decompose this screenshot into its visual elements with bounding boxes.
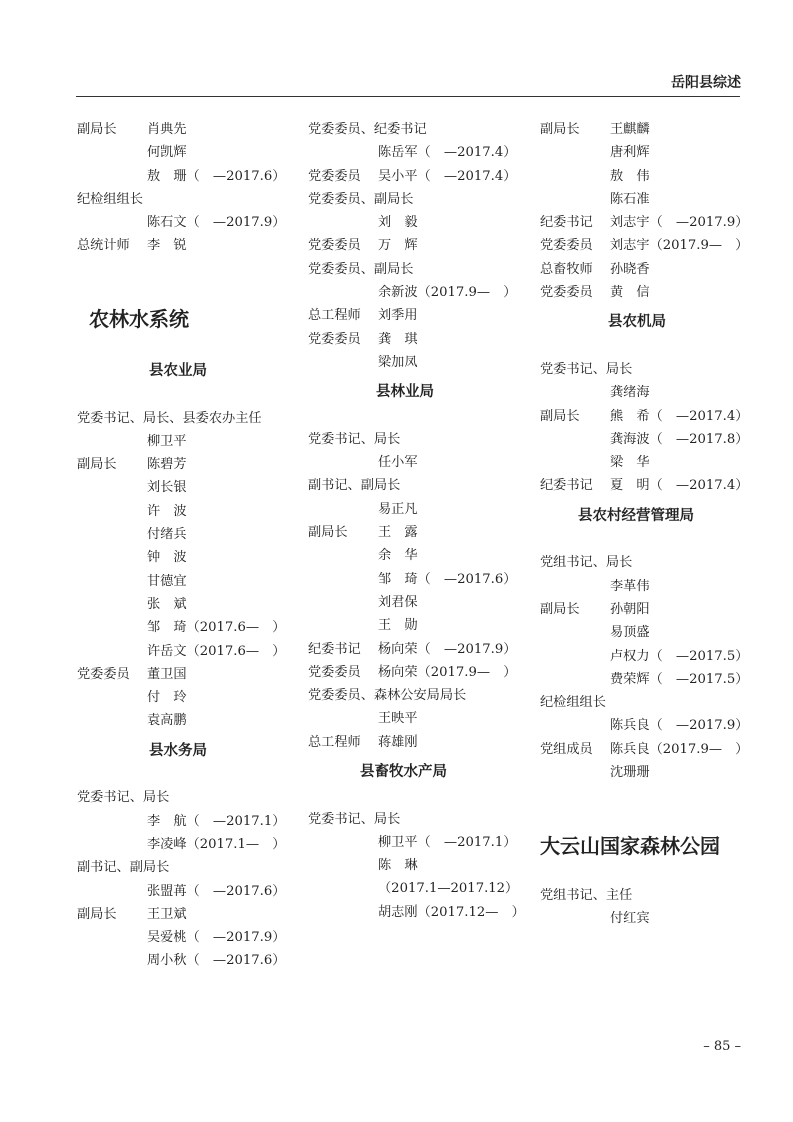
person-name: 杨向荣（2017.9— ） [378,664,517,680]
person-name: 孙朝阳 [610,601,650,617]
directory-row [308,211,523,234]
person-name: 甘德宜 [147,573,187,589]
directory-row [77,141,287,164]
position-title: 党委委员、副局长 [308,191,414,207]
person-name: 王 勋 [378,618,418,634]
position-title: 党委委员、森林公安局局长 [308,688,467,704]
position-title: 党委书记、局长 [308,811,401,827]
spacer [540,335,755,358]
directory-row [308,351,523,374]
directory-row [77,211,287,234]
position-title: 总统计师 [77,238,130,254]
directory-row [77,570,287,593]
position-title: 副书记、副局长 [77,860,170,876]
directory-row [77,903,287,926]
person-name: 卢权力（ —2017.5） [610,648,749,664]
spacer [77,763,287,786]
spacer [540,528,755,551]
directory-row [77,165,287,188]
person-name: 陈碧芳 [147,457,187,473]
position-title: 副局长 [77,457,117,473]
directory-row [540,428,755,451]
directory-row [77,593,287,616]
running-header: 岳阳县综述 [671,75,741,91]
directory-row [540,714,755,737]
bureau-heading: 县农业局 [149,363,207,379]
person-name: 易正凡 [378,501,418,517]
position-title: 纪检组组长 [540,695,606,711]
system-heading: 大云山国家森林公园 [540,833,720,858]
directory-row [308,854,523,877]
person-name: 李 航（ —2017.1） [147,813,286,829]
directory-row [540,451,755,474]
directory-row [77,949,287,972]
directory-row [308,808,523,831]
position-title: 党委委员 [308,238,361,254]
directory-row [77,856,287,879]
system-heading: 农林水系统 [89,307,189,332]
directory-row [540,258,755,281]
directory-row [308,544,523,567]
person-name: 陈兵良（2017.9— ） [610,741,749,757]
person-name: 李 锐 [147,238,187,254]
position-title: 党委委员 [308,664,361,680]
directory-row [77,663,287,686]
bureau-heading: 县农机局 [608,314,666,331]
bureau-heading: 县农村经营管理局 [578,507,694,524]
directory-row [77,234,287,257]
directory-row [308,118,523,141]
position-title: 纪委书记 [540,215,593,231]
spacer [77,334,287,360]
directory-row [308,165,523,188]
person-name: 费荣辉（ —2017.5） [610,671,749,687]
person-name: 邹 琦（ —2017.6） [378,571,517,587]
person-name: 王 露 [378,525,418,541]
person-name: 敖 珊（ —2017.6） [147,168,286,184]
position-title: 副局长 [77,122,117,137]
person-name: 蒋雄刚 [378,734,418,750]
person-name: 龚海波（ —2017.8） [610,431,749,447]
person-name: 梁加凤 [378,354,418,370]
directory-row [308,258,523,281]
position-title: 副局长 [77,906,117,922]
directory-row [308,188,523,211]
person-name: 陈石准 [610,191,650,207]
directory-row [308,451,523,474]
position-title: 党委书记、局长 [77,790,170,806]
person-name: 王卫斌 [147,906,187,922]
position-title: 党委书记、局长、县委农办主任 [77,410,262,426]
person-name: 付红宾 [610,911,650,927]
person-name: 钟 波 [147,550,187,566]
directory-row [540,884,755,907]
directory-row [77,407,287,430]
person-name: 肖典先 [147,122,187,137]
directory-row [308,328,523,351]
directory-row [540,907,755,930]
position-title: 党委书记、局长 [540,361,633,377]
person-name: 陈岳军（ —2017.4） [378,145,517,161]
person-name: 刘志宇（2017.9— ） [610,238,749,254]
directory-row [540,598,755,621]
directory-row [308,684,523,707]
position-title: 纪委书记 [540,478,593,494]
directory-row [540,234,755,257]
spacer [540,784,755,831]
position-title: 纪委书记 [308,641,361,657]
person-name: 刘君保 [378,594,418,610]
directory-row [77,833,287,856]
position-title: 党组成员 [540,741,593,757]
person-name: 王映平 [378,711,418,727]
spacer [308,754,523,761]
position-title: 党委委员 [540,238,593,254]
directory-row [308,568,523,591]
position-title: 副书记、副局长 [308,478,401,494]
person-name: 龚 琪 [378,331,418,347]
position-title: 党组书记、主任 [540,888,633,904]
directory-row [540,188,755,211]
person-name: 张盟苒（ —2017.6） [147,883,286,899]
directory-row [77,546,287,569]
directory-row [540,551,755,574]
directory-row [308,877,523,900]
position-title: 总畜牧师 [540,261,593,277]
position-title: 党委委员 [540,285,593,301]
position-title: 党委委员 [308,331,361,347]
directory-row [540,668,755,691]
directory-row [77,500,287,523]
position-title: 副局长 [308,525,348,541]
person-name: 付绪兵 [147,527,187,543]
person-name: 刘季用 [378,308,418,324]
directory-row [540,405,755,428]
person-name: 何凯辉 [147,145,187,161]
person-name: 付 玲 [147,690,187,706]
page-number: – 85 – [703,1039,741,1054]
directory-row [540,645,755,668]
person-name: 陈 琳 [378,858,418,874]
person-name: 周小秋（ —2017.6） [147,953,286,969]
directory-row [540,761,755,784]
person-name: 王麒麟 [610,122,650,137]
directory-row [540,621,755,644]
directory-row [308,661,523,684]
bureau-heading: 县水务局 [149,742,207,759]
directory-row [77,786,287,809]
person-name: 梁 华 [610,455,650,471]
person-name: 任小军 [378,455,418,471]
person-name: 黄 信 [610,285,650,301]
directory-row [308,901,523,924]
directory-row [540,474,755,497]
spacer [308,784,523,807]
person-name: 吴爱桃（ —2017.9） [147,930,286,946]
person-name: 沈珊珊 [610,764,650,780]
directory-row [77,686,287,709]
directory-row [308,281,523,304]
directory-row [308,591,523,614]
directory-row [77,188,287,211]
directory-row [308,304,523,327]
bureau-heading: 县林业局 [376,384,434,401]
position-title: 副局长 [540,601,580,617]
directory-row [77,926,287,949]
directory-row [540,381,755,404]
person-name: （2017.1—2017.12） [378,881,519,897]
directory-row [77,430,287,453]
position-title: 副局长 [540,408,580,424]
directory-row [540,738,755,761]
directory-row [308,731,523,754]
directory-row [540,141,755,164]
position-title: 党组书记、局长 [540,555,633,571]
header-rule [76,96,740,97]
spacer [540,498,755,505]
column-middle [308,118,523,924]
person-name: 陈石文（ —2017.9） [147,215,286,231]
position-title: 纪检组组长 [77,191,143,207]
person-name: 杨向荣（ —2017.9） [378,641,517,657]
column-left [77,118,287,973]
spacer [308,374,523,381]
person-name: 吴小平（ —2017.4） [378,168,517,184]
directory-row [540,691,755,714]
directory-row [77,616,287,639]
directory-row [77,880,287,903]
directory-row [308,614,523,637]
directory-row [77,810,287,833]
directory-row [540,165,755,188]
person-name: 万 辉 [378,238,418,254]
directory-row [77,640,287,663]
person-name: 许 波 [147,503,187,519]
spacer [540,861,755,884]
person-name: 柳卫平 [147,433,187,449]
position-title: 总工程师 [308,308,361,324]
directory-row [540,211,755,234]
directory-row [308,498,523,521]
directory-row [77,476,287,499]
position-title: 副局长 [540,122,580,137]
person-name: 夏 明（ —2017.4） [610,478,749,494]
person-name: 刘志宇（ —2017.9） [610,215,749,231]
person-name: 余 华 [378,548,418,564]
directory-row [77,523,287,546]
person-name: 李革伟 [610,578,650,594]
person-name: 龚绪海 [610,385,650,401]
person-name: 袁高鹏 [147,713,187,729]
person-name: 许岳文（2017.6— ） [147,643,286,659]
directory-row [308,521,523,544]
position-title: 党委委员、副局长 [308,261,414,277]
directory-row [540,575,755,598]
directory-row [540,281,755,304]
directory-row [540,358,755,381]
spacer [77,733,287,740]
person-name: 敖 伟 [610,168,650,184]
directory-row [308,638,523,661]
position-title: 总工程师 [308,734,361,750]
spacer [77,258,287,305]
person-name: 李凌峰（2017.1— ） [147,836,286,852]
column-right [540,118,755,931]
position-title: 党委书记、局长 [308,431,401,447]
spacer [77,383,287,406]
spacer [308,405,523,428]
directory-row [540,118,755,141]
spacer [540,304,755,311]
person-name: 唐利辉 [610,145,650,161]
directory-row [308,428,523,451]
person-name: 柳卫平（ —2017.1） [378,834,517,850]
bureau-heading: 县畜牧水产局 [360,763,447,780]
person-name: 余新波（2017.9— ） [378,285,517,301]
directory-row [77,709,287,732]
directory-row [77,118,287,141]
directory-row [308,831,523,854]
person-name: 董卫国 [147,666,187,682]
directory-row [308,234,523,257]
person-name: 刘长银 [147,480,187,496]
person-name: 陈兵良（ —2017.9） [610,718,749,734]
position-title: 党委委员 [308,168,361,184]
person-name: 孙晓香 [610,261,650,277]
person-name: 张 斌 [147,596,187,612]
position-title: 党委委员 [77,666,130,682]
directory-row [308,474,523,497]
person-name: 胡志刚（2017.12— ） [378,904,525,920]
person-name: 邹 琦（2017.6— ） [147,620,286,636]
person-name: 刘 毅 [378,215,418,231]
directory-row [308,141,523,164]
person-name: 熊 希（ —2017.4） [610,408,749,424]
position-title: 党委委员、纪委书记 [308,122,427,137]
person-name: 易顶盛 [610,625,650,641]
directory-row [77,453,287,476]
directory-row [308,707,523,730]
